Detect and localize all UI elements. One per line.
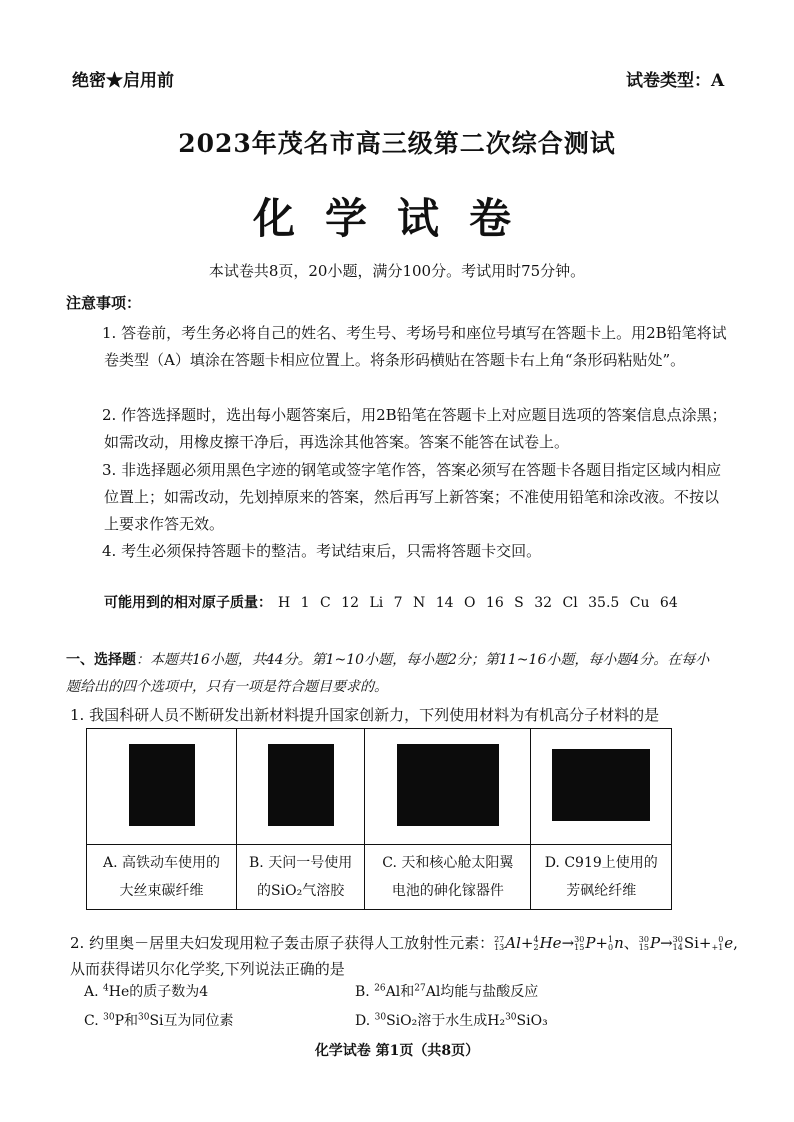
nuclide-numbers: 4 2	[533, 935, 539, 952]
question-2-stem-start: 2. 约里奥－居里夫妇发现用粒子轰击原子获得人工放射性元素：	[70, 934, 495, 952]
nuclide-numbers: 0 +1	[711, 935, 724, 952]
option-b-image-cell	[237, 729, 365, 845]
subject-title: 化学试卷	[252, 194, 541, 243]
question-2-stem-end: 从而获得诺贝尔化学奖,下列说法正确的是	[70, 960, 345, 978]
option-d-line1: D. C919上使用的	[544, 855, 658, 871]
notice-item: 3. 非选择题必须用黑色字迹的钢笔或签字笔作答，答案必须写在答题卡各题目指定区域内相应位置上；如需改动，先划掉原来的答案，然后再写上新答案；不准使用铅笔和涂改液。不按以上要求作答无效。	[102, 461, 722, 533]
option-d[interactable]	[531, 845, 672, 910]
choice-b[interactable]: B. $^{26}$Al和$^{27}$Al均能与盐酸反应	[355, 983, 539, 1000]
page-footer: 化学试卷 第1页（共8页）	[314, 1043, 480, 1059]
exam-info: 本试卷共8页，20小题，满分100分。考试用时75分钟。	[208, 262, 586, 280]
nuclide-numbers: 30 14	[672, 935, 683, 952]
option-b-line2: 的SiO₂气溶胶	[257, 883, 345, 899]
choice-c[interactable]: C. $^{30}$P和$^{30}$Si互为同位素	[84, 1012, 234, 1029]
nuclide-numbers: 27 13	[494, 935, 505, 952]
option-a-line1: A. 高铁动车使用的	[102, 855, 220, 871]
carbon-fiber-photo	[129, 744, 195, 826]
aerogel-photo	[268, 744, 334, 826]
solar-wing-photo	[397, 744, 499, 826]
nuclide-numbers: 30 15	[574, 935, 585, 952]
nuclear-equation: 27 13 Al+ 4 2 He→ 30 15 P+ 1 0 n、 30 15 P→ 30 14 Si+ 0 +1 e,	[494, 934, 738, 952]
atomic-masses-values: H 1 C 12 Li 7 N 14 O 16 S 32 Cl 35.5 Cu 64	[278, 595, 678, 611]
option-c-line2: 电池的砷化镓器件	[391, 883, 504, 899]
exam-title: 2023年茂名市高三级第二次综合测试	[178, 129, 616, 158]
choice-a[interactable]: A. $^4$He的质子数为4	[84, 983, 209, 1000]
question-2-stem	[70, 930, 750, 982]
aramid-fiber-photo	[552, 749, 650, 821]
option-b-line1: B. 天问一号使用	[249, 855, 353, 871]
section-instructions: ：本题共16小题，共44分。第1~10小题，每小题2分；第11~16小题，每小题4分。在每小题给出的四个选项中，只有一项是符合题目要求的。	[66, 652, 710, 695]
question-1-stem: 1. 我国科研人员不断研发出新材料提升国家创新力，下列使用材料为有机高分子材料的是	[70, 706, 660, 724]
option-b[interactable]	[237, 845, 365, 910]
section-heading	[66, 647, 716, 701]
notice-item: 1. 答卷前，考生务必将自己的姓名、考生号、考场号和座位号填写在答题卡上。用2B铅笔将试卷类型（A）填涂在答题卡相应位置上。将条形码横贴在答题卡右上角“条形码粘贴处”。	[102, 324, 727, 369]
option-d-image-cell	[531, 729, 672, 845]
paper-type-label: 试卷类型：A	[626, 71, 725, 91]
option-a[interactable]	[87, 845, 237, 910]
nuclide-numbers: 30 15	[638, 935, 649, 952]
option-a-line2: 大丝束碳纤维	[119, 883, 204, 899]
option-c-line1: C. 天和核心舱太阳翼	[382, 855, 514, 871]
notice-item: 2. 作答选择题时，选出每小题答案后，用2B铅笔在答题卡上对应题目选项的答案信息点涂黑；如需改动，用橡皮擦干净后，再选涂其他答案。答案不能答在试卷上。	[102, 406, 727, 451]
question-1-options-table	[86, 728, 672, 910]
option-c[interactable]	[365, 845, 531, 910]
notice-item: 4. 考生必须保持答题卡的整洁。考试结束后，只需将答题卡交回。	[102, 542, 542, 560]
confidential-label: 绝密★启用前	[72, 71, 174, 91]
nuclide-numbers: 1 0	[608, 935, 614, 952]
atomic-masses	[104, 592, 678, 612]
option-d-line2: 芳砜纶纤维	[566, 883, 637, 899]
notice-heading: 注意事项：	[66, 294, 142, 312]
option-c-image-cell	[365, 729, 531, 845]
atomic-masses-label: 可能用到的相对原子质量：	[104, 595, 272, 611]
choice-d[interactable]: D. $^{30}$SiO₂溶于水生成H₂$^{30}$SiO₃	[355, 1012, 548, 1029]
option-a-image-cell	[87, 729, 237, 845]
section-title: 一、选择题	[66, 652, 136, 668]
